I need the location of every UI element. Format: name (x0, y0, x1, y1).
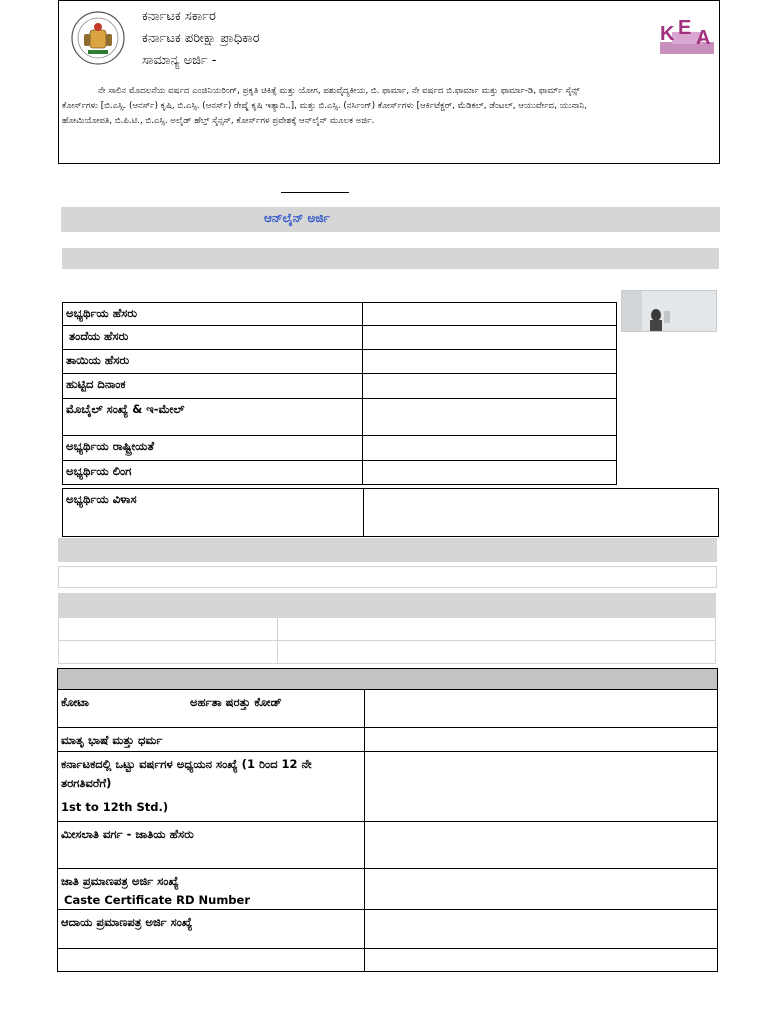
mother-tongue-value (364, 727, 718, 752)
income-cert-value (364, 909, 718, 949)
income-cert-label: ಆದಾಯ ಪ್ರಮಾಣಪತ್ರ ಅರ್ಜಿ ಸಂಖ್ಯೆ (57, 909, 365, 949)
blank-label (57, 948, 365, 972)
dob-label: ಹುಟ್ಟಿದ ದಿನಾಂಕ (62, 373, 363, 399)
section-bar (62, 248, 719, 269)
grid-cell (277, 617, 716, 641)
caste-cert-label (57, 868, 365, 910)
study-years-kn: ಕರ್ನಾಟಕದಲ್ಲಿ ಒಟ್ಟು ವರ್ಷಗಳ ಅಧ್ಯಯನ ಸಂಖ್ಯೆ (1 ರಿಂದ 12 ನೇ ತರಗತಿವರೆಗೆ) (61, 757, 312, 790)
svg-text:E: E (678, 17, 692, 39)
quota-label (57, 689, 365, 728)
blank-row (58, 566, 717, 588)
eligibility-code-text: ಅರ್ಹತಾ ಷರತ್ತು ಕೋಡ್ (190, 695, 282, 709)
grid-cell (277, 640, 716, 664)
quota-value (364, 689, 718, 728)
section-bar (58, 538, 717, 562)
mobile-email-value (362, 398, 617, 436)
father-name-label: ತಂದೆಯ ಹೆಸರು (62, 325, 363, 350)
svg-text:K: K (660, 23, 675, 45)
title-bar (61, 207, 720, 232)
candidate-name-label: ಅಭ್ಯರ್ಥಿಯ ಹೆಸರು (62, 302, 363, 326)
caste-cert-value (364, 868, 718, 910)
candidate-photo (621, 290, 717, 332)
study-years-value (364, 751, 718, 822)
grid-cell (58, 640, 278, 664)
intro-line-1: ನೇ ಸಾಲಿನ ಮೊದಲನೆಯ ವರ್ಷದ ಎಂಜಿನಿಯರಿಂಗ್, ಪ್ರಕೃತಿ ಚಿಕಿತ್ಸೆ ಮತ್ತು ಯೋಗ, ಪಶುವೈದ್ಯಕೀಯ, ಬಿ. ಫಾರ್ಮಾ, ನೇ ವರ್ಷದ ಬಿ.ಫಾರ್ಮಾ ಮತ್ತು ಫಾರ್ಮಾ-ಡಿ, ಫಾರ್ಮ್ ಸೈನ್ಸ್ (98, 86, 580, 96)
section-header (57, 668, 718, 690)
grid-cell (58, 617, 278, 641)
address-value (363, 488, 719, 537)
nationality-label: ಅಭ್ಯರ್ಥಿಯ ರಾಷ್ಟ್ರೀಯತೆ (62, 435, 363, 461)
intro-line-3: ಹೋಮಿಯೋಪತಿ, ಬಿ.ಪಿ.ಟಿ., ಬಿ.ಎಸ್ಸಿ. ಅಲೈಡ್ ಹೆಲ್ತ್ ಸೈನ್ಸಸ್, ಕೋರ್ಸ್‌ಗಳ ಪ್ರವೇಶಕ್ಕೆ ಆನ್‌ಲೈನ್ ಮೂಲಕ ಅರ್ಜಿ. (62, 116, 375, 126)
blank-value (364, 948, 718, 972)
mobile-email-label: ಮೊಬೈಲ್ ಸಂಖ್ಯೆ & ಇ-ಮೇಲ್ (62, 398, 363, 436)
nationality-value (362, 435, 617, 461)
form-type: ಸಾಮಾನ್ಯ ಅರ್ಜಿ - (142, 53, 217, 68)
study-years-en: 1st to 12th Std.) (61, 800, 169, 814)
karnataka-seal-icon (70, 10, 126, 66)
reservation-category-label: ಮೀಸಲಾತಿ ವರ್ಗ - ಜಾತಿಯ ಹೆಸರು (57, 821, 365, 869)
quota-text: ಕೋಟಾ (61, 695, 89, 709)
mother-name-label: ತಾಯಿಯ ಹೆಸರು (62, 349, 363, 374)
authority-name: ಕರ್ನಾಟಕ ಪರೀಕ್ಷಾ ಪ್ರಾಧಿಕಾರ (142, 31, 260, 46)
page-title: ಆನ್‌ಲೈನ್ ಅರ್ಜಿ (264, 211, 330, 225)
kea-logo (658, 14, 716, 56)
candidate-name-value (362, 302, 617, 326)
svg-text:A: A (696, 27, 711, 49)
section-bar (58, 593, 716, 617)
father-name-value (362, 325, 617, 350)
address-label: ಅಭ್ಯರ್ಥಿಯ ವಿಳಾಸ (62, 488, 364, 537)
mother-tongue-label: ಮಾತೃ ಭಾಷೆ ಮತ್ತು ಧರ್ಮ (57, 727, 365, 752)
govt-name: ಕರ್ನಾಟಕ ಸರ್ಕಾರ (142, 9, 216, 24)
gender-label: ಅಭ್ಯರ್ಥಿಯ ಲಿಂಗ (62, 460, 363, 485)
intro-line-2: ಕೋರ್ಸ್‌ಗಳು [ಬಿ.ಎಸ್ಸಿ. (ಆನರ್ಸ್) ಕೃಷಿ, ಬಿ.ಎಸ್ಸಿ. (ಆನರ್ಸ್) ರೇಷ್ಮೆ ಕೃಷಿ ಇತ್ಯಾದಿ..], ಮತ್ತು ಬಿ.ಎಸ್ಸಿ. (ನರ್ಸಿಂಗ್) ಕೋರ್ಸ್‌ಗಳು [ಆರ್ಕಿಟೆಕ್ಚರ್, ಮೆಡಿಕಲ್, ಡೆಂಟಲ್, ಆಯುರ್ವೇದ, ಯುನಾನಿ, (62, 101, 587, 111)
dob-value (362, 373, 617, 399)
gender-value (362, 460, 617, 485)
intro-text (62, 84, 714, 129)
reservation-category-value (364, 821, 718, 869)
caste-cert-en: Caste Certificate RD Number (64, 893, 250, 907)
mother-name-value (362, 349, 617, 374)
study-years-label (57, 751, 365, 822)
caste-cert-kn: ಜಾತಿ ಪ್ರಮಾಣಪತ್ರ ಅರ್ಜಿ ಸಂಖ್ಯೆ (61, 874, 179, 888)
divider (281, 192, 349, 193)
